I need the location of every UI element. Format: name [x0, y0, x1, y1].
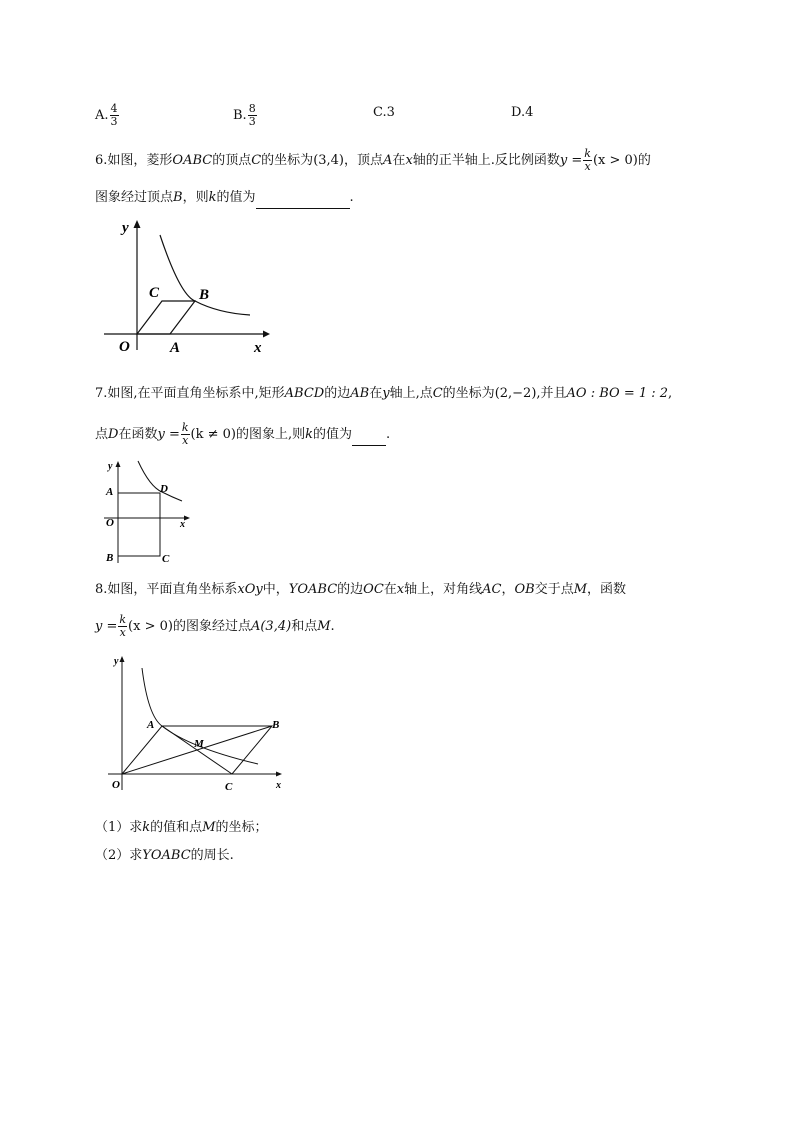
q8-point-a: A(3,4) — [250, 619, 292, 634]
option-a-denominator: 3 — [110, 115, 118, 128]
option-a-label: A. — [95, 108, 109, 123]
q7-rectangle — [118, 493, 160, 556]
q7-text: 在函数 — [118, 427, 158, 442]
q8-function-lhs: y = — [95, 619, 118, 634]
q7-text: , — [668, 386, 673, 401]
q8-var: OC — [363, 582, 384, 597]
q6-text: 6.如图，菱形 — [95, 153, 173, 168]
q6-text: . — [349, 190, 354, 205]
q6-text: 的顶点 — [212, 153, 252, 168]
option-d: D.4 — [511, 105, 534, 120]
q8-label-o: O — [112, 779, 120, 791]
q7-ratio: AO : BO = 1 : 2 — [566, 386, 669, 401]
q7-fraction — [181, 422, 190, 447]
q8-fraction — [118, 614, 127, 639]
q6-var: A — [383, 153, 393, 168]
q8-y-arrow — [120, 656, 125, 662]
q8-var: M — [573, 582, 588, 597]
q8-sub-var: YOABC — [142, 848, 191, 863]
q6-label-b: B — [199, 287, 210, 303]
q7-var: AB — [350, 386, 370, 401]
option-c: C.3 — [373, 105, 395, 120]
q6-y-arrow — [134, 220, 141, 228]
q7-condition: (k ≠ 0) — [190, 427, 236, 442]
q6-var: k — [208, 190, 217, 205]
q8-diagonal-ob — [122, 726, 272, 774]
q8-text: 8.如图，平面直角坐标系 — [95, 582, 238, 597]
q7-y-arrow — [116, 461, 121, 467]
q8-var: OB — [514, 582, 535, 597]
q6-figure — [100, 215, 270, 355]
option-b-denominator: 3 — [248, 115, 256, 128]
q8-label-b: B — [272, 719, 280, 731]
q8-label-a: A — [147, 719, 155, 731]
q6-condition: (x > 0) — [592, 153, 638, 168]
q6-hyperbola — [160, 235, 250, 315]
q7-var: C — [432, 386, 443, 401]
option-b-fraction — [248, 103, 257, 128]
q8-text: 交于点 — [534, 582, 574, 597]
q8-label-c: C — [225, 781, 233, 793]
q8-var: AC — [482, 582, 502, 597]
q6-text: 的 — [637, 153, 651, 168]
q6-answer-blank[interactable] — [256, 188, 350, 209]
q7-numerator: k — [181, 421, 189, 434]
q7-text: . — [386, 427, 391, 442]
q8-text: 中， — [262, 582, 289, 597]
q7-text: ,并且 — [536, 386, 567, 401]
q8-condition: (x > 0) — [128, 619, 173, 634]
q7-denominator: x — [182, 434, 189, 447]
q6-text: 轴的正半轴上.反比例函数 — [412, 153, 560, 168]
q8-text: 的边 — [337, 582, 364, 597]
option-a-numerator: 4 — [110, 102, 118, 115]
q7-label-o: O — [106, 517, 114, 529]
q6-function-lhs: y = — [559, 153, 583, 168]
q7-label-x: x — [180, 519, 185, 530]
q7-text: 点 — [95, 427, 109, 442]
option-b — [233, 103, 258, 128]
q6-line1 — [95, 148, 651, 173]
option-b-numerator: 8 — [248, 102, 256, 115]
q7-text: 的边 — [324, 386, 351, 401]
q6-var: B — [173, 190, 183, 205]
q8-label-y: y — [114, 656, 119, 667]
q8-sub-text: 的值和点 — [150, 820, 203, 835]
q7-label-y: y — [108, 461, 113, 472]
q8-label-m: M — [194, 738, 204, 750]
q8-sub-text: （2）求 — [95, 848, 143, 863]
q6-text: 的坐标为 — [261, 153, 314, 168]
q6-var: C — [251, 153, 262, 168]
q6-coordinate: (3,4) — [313, 153, 345, 168]
q8-var: xOy — [237, 582, 263, 597]
q8-text: 的图象经过点 — [172, 619, 251, 634]
q8-text: ，函数 — [587, 582, 627, 597]
q7-figure — [100, 455, 200, 567]
q6-text: ，则 — [182, 190, 209, 205]
q6-var: x — [405, 153, 413, 168]
q7-text: 7.如图,在平面直角坐标系中,矩形 — [95, 386, 285, 401]
q6-rhombus — [137, 301, 195, 334]
q7-label-d: D — [160, 483, 168, 495]
q6-label-a: A — [170, 340, 181, 355]
q8-numerator: k — [119, 613, 127, 626]
q8-var: x — [396, 582, 405, 597]
q7-shape-name: ABCD — [284, 386, 325, 401]
q8-sub-text: （1）求 — [95, 820, 143, 835]
q7-text: 轴上,点 — [389, 386, 433, 401]
q6-line2 — [95, 188, 354, 209]
q8-text: 在 — [383, 582, 397, 597]
q6-shape-name: OABC — [172, 153, 213, 168]
q6-denominator: x — [584, 160, 591, 173]
option-a — [95, 103, 120, 128]
q7-text: 的值为 — [313, 427, 353, 442]
q7-text: 的图象上,则 — [235, 427, 306, 442]
q6-text: 在 — [392, 153, 406, 168]
q8-x-arrow — [276, 772, 282, 777]
option-b-label: B. — [233, 108, 247, 123]
q7-var: y — [382, 386, 390, 401]
q8-sub-text: 的周长. — [190, 848, 234, 863]
q8-text: . — [330, 619, 335, 634]
q6-label-c: C — [149, 285, 160, 301]
q6-label-x: x — [254, 340, 262, 355]
q7-label-c: C — [162, 553, 170, 565]
q6-x-arrow — [263, 331, 270, 338]
q8-sub1 — [95, 818, 268, 838]
q7-line2 — [95, 422, 390, 447]
q8-sub2 — [95, 846, 234, 866]
q7-coordinate: (2,−2) — [494, 386, 537, 401]
q6-text: 图象经过顶点 — [95, 190, 174, 205]
q6-fraction — [583, 148, 592, 173]
q8-sub-text: 的坐标； — [215, 820, 268, 835]
q8-var: M — [317, 619, 331, 634]
q6-label-y: y — [122, 220, 129, 236]
q8-denominator: x — [119, 626, 126, 639]
q8-text: 和点 — [291, 619, 318, 634]
q7-text: 在 — [369, 386, 383, 401]
q8-figure — [100, 648, 290, 796]
q7-label-b: B — [106, 552, 114, 564]
q6-label-o: O — [119, 339, 130, 355]
q6-text: 的值为 — [216, 190, 256, 205]
q7-var: D — [108, 427, 119, 442]
q8-text: ， — [501, 582, 515, 597]
q7-var: k — [305, 427, 313, 442]
q7-line1 — [95, 384, 672, 404]
q7-function-lhs: y = — [157, 427, 180, 442]
q7-label-a: A — [106, 486, 114, 498]
q6-text: ，顶点 — [344, 153, 384, 168]
q8-sub-var: k — [142, 820, 151, 835]
option-a-fraction — [110, 103, 119, 128]
q8-label-x: x — [276, 780, 281, 791]
q8-line2 — [95, 614, 335, 639]
q8-shape-name: YOABC — [288, 582, 338, 597]
q7-answer-blank[interactable] — [352, 425, 386, 446]
q6-numerator: k — [584, 147, 591, 160]
q8-line1 — [95, 580, 626, 600]
q8-text: 轴上，对角线 — [404, 582, 483, 597]
q7-text: 的坐标为 — [442, 386, 495, 401]
q8-sub-var: M — [202, 820, 216, 835]
